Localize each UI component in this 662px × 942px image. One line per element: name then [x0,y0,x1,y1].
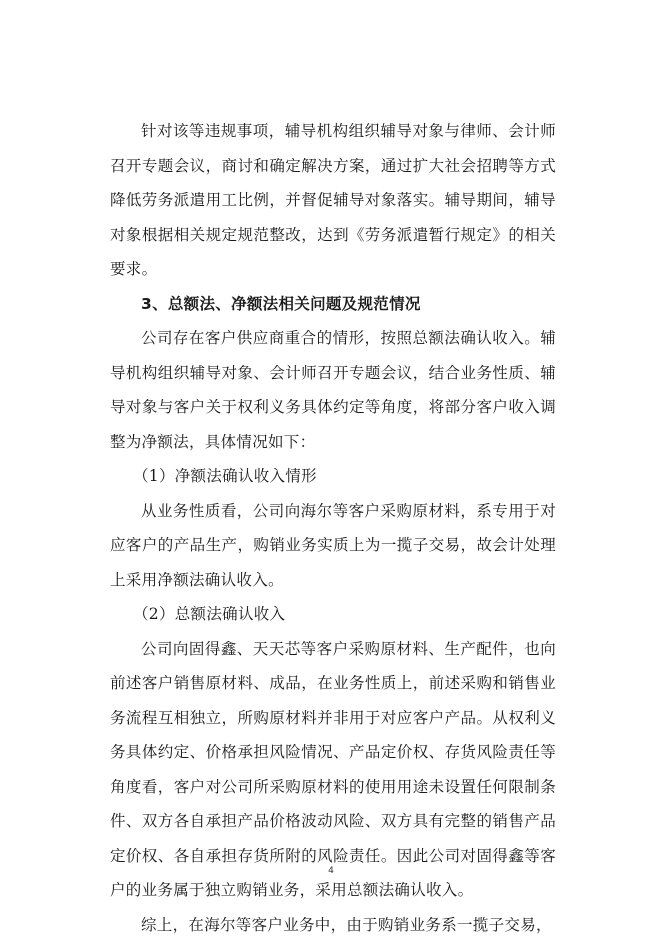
paragraph-conclusion: 综上，在海尔等客户业务中，由于购销业务系一揽子交易， [110,908,556,942]
paragraph-gross-net-overview: 公司存在客户供应商重合的情形，按照总额法确认收入。辅导机构组织辅导对象、会计师召开专题会议，结合业务性质、辅导对象与客户关于权利义务具体约定等角度，将部分客户收入调整为净额法，具体情况如下： [110,321,556,459]
paragraph-gross-method-detail: 公司向固得鑫、天天芯等客户采购原材料、生产配件，也向前述客户销售原材料、成品，在业务性质上，前述采购和销售业务流程互相独立，所购原材料并非用于对应客户产品。从权利义务具体约定、价格承担风险情况、产品定价权、存货风险责任等角度看，客户对公司所采购原材料的使用用途未设置任何限制条件、双方各自承担产品价格波动风险、双方具有完整的销售产品定价权、各自承担存货所附的风险责任。因此公司对固得鑫等客户的业务属于独立购销业务，采用总额法确认收入。 [110,632,556,908]
subheading-gross-method: （2）总额法确认收入 [110,597,556,632]
page-number: 4 [0,866,662,876]
paragraph-net-method-detail: 从业务性质看，公司向海尔等客户采购原材料，系专用于对应客户的产品生产，购销业务实质上为一揽子交易，故会计处理上采用净额法确认收入。 [110,494,556,598]
paragraph-labor-dispatch-rectification: 针对该等违规事项，辅导机构组织辅导对象与律师、会计师召开专题会议，商讨和确定解决方案，通过扩大社会招聘等方式降低劳务派遣用工比例，并督促辅导对象落实。辅导期间，辅导对象根据相关规定规范整改，达到《劳务派遣暂行规定》的相关要求。 [110,114,556,287]
subheading-net-method: （1）净额法确认收入情形 [110,459,556,494]
document-body [110,114,556,942]
section-heading-gross-net-method: 3、总额法、净额法相关问题及规范情况 [110,287,556,322]
